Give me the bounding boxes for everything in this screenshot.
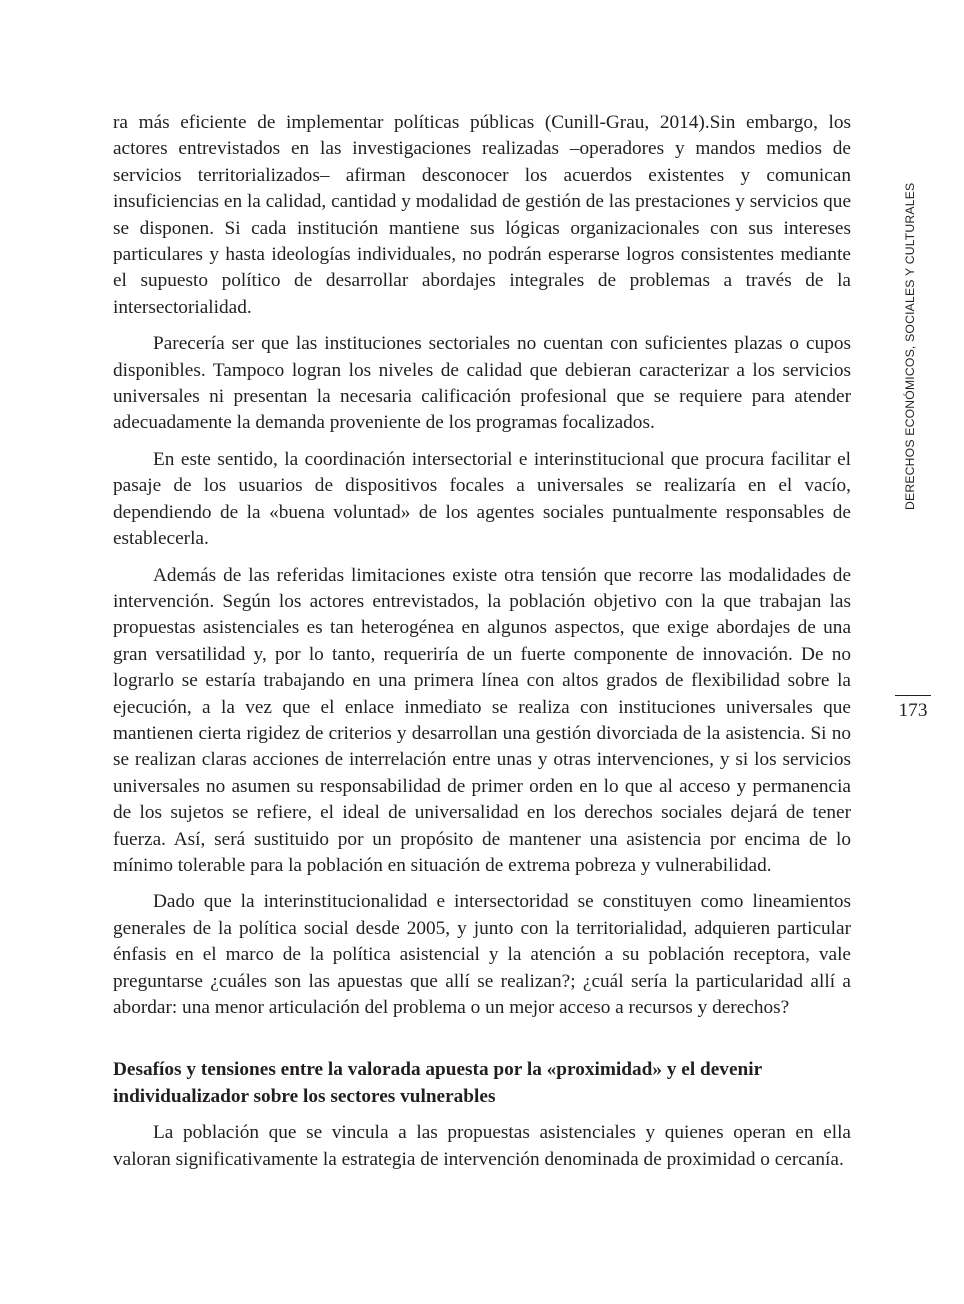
running-head: DERECHOS ECONÓMICOS, SOCIALES Y CULTURALES [903,182,917,510]
paragraph: Parecería ser que las instituciones sectoriales no cuentan con suficientes plazas o cupos disponibles. Tampoco logran los niveles de calidad que debieran caracterizar a los servicios universales ni presentan la necesaria calificación profesional que se requiere para atender adecuadamente la demanda proveniente de los programas focalizados. [113,333,851,434]
page-body [113,110,851,1173]
section-heading: Desafíos y tensiones entre la valorada apuesta por la «proximidad» y el devenir individualizador sobre los sectores vulnerables [113,1059,762,1107]
paragraph: Además de las referidas limitaciones existe otra tensión que recorre las modalidades de intervención. Según los actores entrevistados, la población objetivo con la que trabajan las propuestas asistenciales es tan heterogénea en algunos aspectos, que exige abordajes de una gran versatilidad y, por lo tanto, requeriría de un fuerte componente de innovación. De no lograrlo se estaría trabajando en una primera línea con altos grados de flexibilidad sobre la ejecución, a la vez que el enlace inmediato se realiza con instituciones universales que mantienen cierta rigidez de criterios y desarrollan una gestión divorciada de la asistencia. Si no se realizan claras acciones de interrelación entre unas y otras intervenciones, y si los servicios universales no asumen su responsabilidad de primer orden en lo que al acceso y permanencia de los sujetos se refiere, el ideal de universalidad en los derechos sociales dejará de tener fuerza. Así, será sustituido por un propósito de mantener una asistencia por encima de lo mínimo tolerable para la población en situación de extrema pobreza y vulnerabilidad. [113,564,851,876]
page-number: 173 [898,700,928,721]
paragraph-closing: La población que se vincula a las propuestas asistenciales y quienes operan en ella valoran significativamente la estrategia de intervención denominada de proximidad o cercanía. [113,1122,851,1170]
paragraph: Dado que la interinstitucionalidad e intersectoridad se constituyen como lineamientos generales de la política social desde 2005, y junto con la territorialidad, adquieren particular énfasis en el marco de la política asistencial y la atención a su población receptora, vale preguntarse ¿cuáles son las apuestas que allí se realizan?; ¿cuál sería la particularidad allí a abordar: una menor articulación del problema o un mejor acceso a recursos y derechos? [113,891,851,1018]
paragraph-continuation: ra más eficiente de implementar políticas públicas (Cunill-Grau, 2014).Sin embargo, los actores entrevistados en las investigaciones realizadas –operadores y mandos medios de servicios territorializados– afirman desconocer los acuerdos existentes y comunican insuficiencias en la calidad, cantidad y modalidad de gestión de las prestaciones y servicios que se disponen. Si cada institución mantiene sus lógicas organizacionales con sus intereses particulares y hasta ideologías individuales, no podrán esperarse logros consistentes mediante el supuesto político de desarrollar abordajes integrales de problemas a través de la intersectorialidad. [113,112,851,318]
paragraph: En este sentido, la coordinación intersectorial e interinstitucional que procura facilitar el pasaje de los usuarios de dispositivos focales a universales se realizaría en el vacío, dependiendo de la «buena voluntad» de los agentes sociales puntualmente responsables de establecerla. [113,448,851,550]
folio-rule [895,695,931,696]
